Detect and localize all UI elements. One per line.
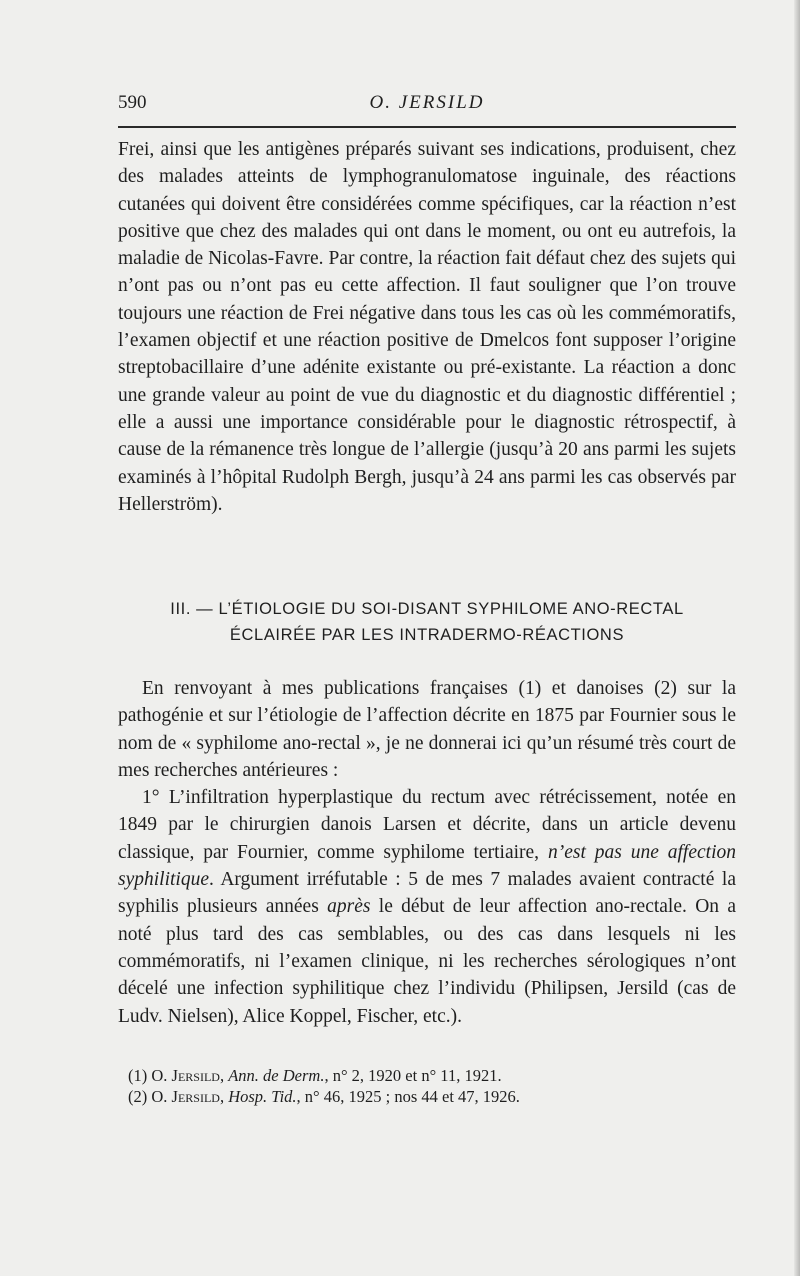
header-rule [118,126,736,128]
section-heading [118,596,736,648]
point-1-italic-a: n’est pas une affection syphilitique [118,841,736,891]
paragraph-point-1 [118,784,736,1030]
footnote-journal: Hosp. Tid. [228,1087,297,1106]
section-body [118,675,736,1030]
footnotes [118,1065,736,1107]
point-1-text-b: . Argument irréfutable : 5 de mes 7 malades avaient contracté la syphilis plusieurs années [118,869,736,918]
point-1-text-a: 1° L’infiltration hyperplastique du rectum avec rétrécissement, notée en 1849 par le chirurgien danois Larsen et décrite, dans un article devenu classique, par Fournier, comme syphilome tertiaire, [118,787,736,863]
footnote-1 [118,1065,736,1086]
scan-edge-shadow [794,0,800,1276]
page-header [118,92,736,118]
point-1-text-c: le début de leur affection ano-rectale. On a noté plus tard des cas semblables, ou des cas dans lesquels ni les commémoratifs, ni l’examen clinique, ni les recherches sérologiques n’ont décelé une infection syphilitique chez l’individu (Philipsen, Jersild (cas de Ludv. Nielsen), Alice Koppel, Fischer, etc.). [118,896,736,1027]
footnote-marker: (1) [128,1066,152,1085]
footnote-2 [118,1086,736,1107]
point-1-italic-b: après [327,896,371,918]
section-heading-line-2: ÉCLAIRÉE PAR LES INTRADERMO-RÉACTIONS [229,626,625,644]
footnote-journal: Ann. de Derm. [228,1066,325,1085]
footnote-details: , n° 2, 1920 et n° 11, 1921. [324,1066,502,1085]
footnote-author: O. Jersild, [151,1087,229,1106]
footnote-details: , n° 46, 1925 ; nos 44 et 47, 1926. [296,1087,520,1106]
footnote-marker: (2) [128,1087,152,1106]
paragraph-frei-reaction: Frei, ainsi que les antigènes préparés suivant ses indications, produisent, chez des malades atteints de lymphogranulomatose inguinale, des réactions cutanées qui doivent être considérées comme spécifiques, car la réaction n’est positive que chez des malades qui ont dans le moment, ou ont eu autrefois, la maladie de Nicolas-Favre. Par contre, la réaction fait défaut chez des sujets qui n’ont pas ou n’ont pas eu cette affection. Il faut souligner que l’on trouve toujours une réaction de Frei négative dans tous les cas où les commémoratifs, l’examen objectif et une réaction positive de Dmelcos font supposer l’origine streptobacillaire d’une adénite existante ou pré-existante. La réaction a donc une grande valeur au point de vue du diagnostic et du diagnostic différentiel ; elle a aussi une importance considérable pour le diagnostic rétrospectif, à cause de la rémanence très longue de l’allergie (jusqu’à 20 ans parmi les sujets examinés à l’hôpital Rudolph Bergh, jusqu’à 24 ans parmi les cas observés par Hellerström). [118,139,736,515]
page-number: 590 [118,92,147,113]
section-heading-line-1: III. — L’ÉTIOLOGIE DU SOI-DISANT SYPHILOME ANO-RECTAL [170,600,684,618]
footnote-author: O. Jersild, [151,1066,229,1085]
paragraph-intro: En renvoyant à mes publications françaises (1) et danoises (2) sur la pathogénie et sur l’étiologie de l’affection décrite en 1875 par Fournier sous le nom de « syphilome ano-rectal », je ne donnerai ici qu’un résumé très court de mes recherches antérieures : [118,678,736,781]
running-title: O. JERSILD [369,92,485,113]
